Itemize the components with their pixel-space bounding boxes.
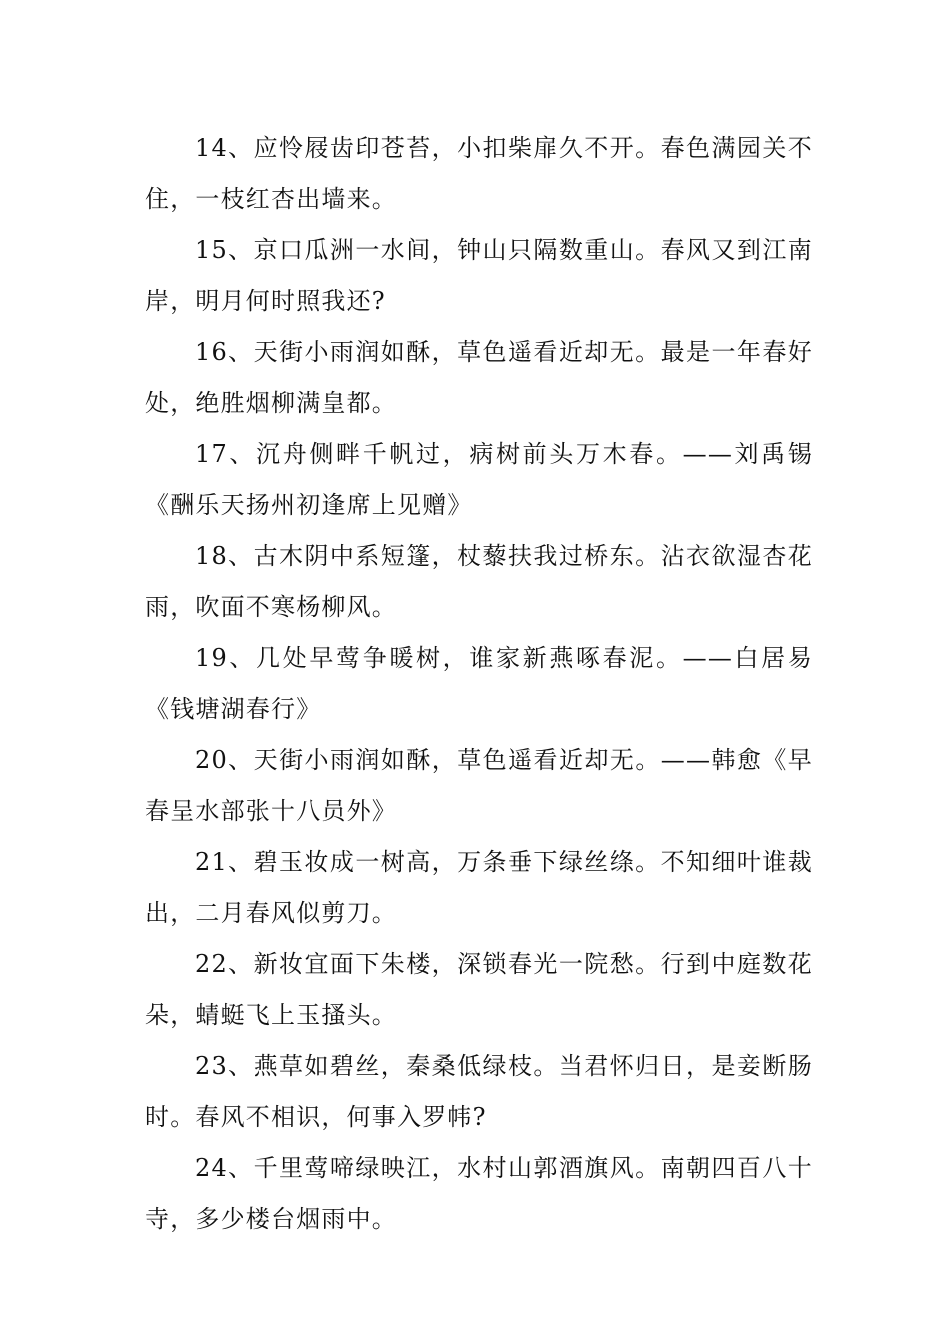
poem-paragraph-14: 14、应怜屐齿印苍苔，小扣柴扉久不开。春色满园关不住，一枝红杏出墙来。 bbox=[145, 134, 813, 213]
poem-paragraph-20: 20、天街小雨润如酥，草色遥看近却无。——韩愈《早春呈水部张十八员外》 bbox=[145, 746, 813, 825]
poem-paragraph-19: 19、几处早莺争暖树，谁家新燕啄春泥。——白居易《钱塘湖春行》 bbox=[145, 644, 813, 723]
poem-paragraph-21: 21、碧玉妆成一树高，万条垂下绿丝绦。不知细叶谁裁出，二月春风似剪刀。 bbox=[145, 848, 813, 927]
poem-paragraph-23: 23、燕草如碧丝，秦桑低绿枝。当君怀归日，是妾断肠时。春风不相识，何事入罗帏? bbox=[145, 1052, 813, 1131]
poem-paragraph-16: 16、天街小雨润如酥，草色遥看近却无。最是一年春好处，绝胜烟柳满皇都。 bbox=[145, 338, 813, 417]
poem-paragraph-18: 18、古木阴中系短篷，杖藜扶我过桥东。沾衣欲湿杏花雨，吹面不寒杨柳风。 bbox=[145, 542, 813, 621]
poem-paragraph-17: 17、沉舟侧畔千帆过，病树前头万木春。——刘禹锡《酬乐天扬州初逢席上见赠》 bbox=[145, 440, 813, 519]
poem-paragraph-22: 22、新妆宜面下朱楼，深锁春光一院愁。行到中庭数花朵，蜻蜓飞上玉搔头。 bbox=[145, 950, 813, 1029]
poem-paragraph-24: 24、千里莺啼绿映江，水村山郭酒旗风。南朝四百八十寺，多少楼台烟雨中。 bbox=[145, 1154, 813, 1233]
poem-paragraph-15: 15、京口瓜洲一水间，钟山只隔数重山。春风又到江南岸，明月何时照我还? bbox=[145, 236, 813, 315]
poem-list bbox=[145, 123, 813, 1245]
